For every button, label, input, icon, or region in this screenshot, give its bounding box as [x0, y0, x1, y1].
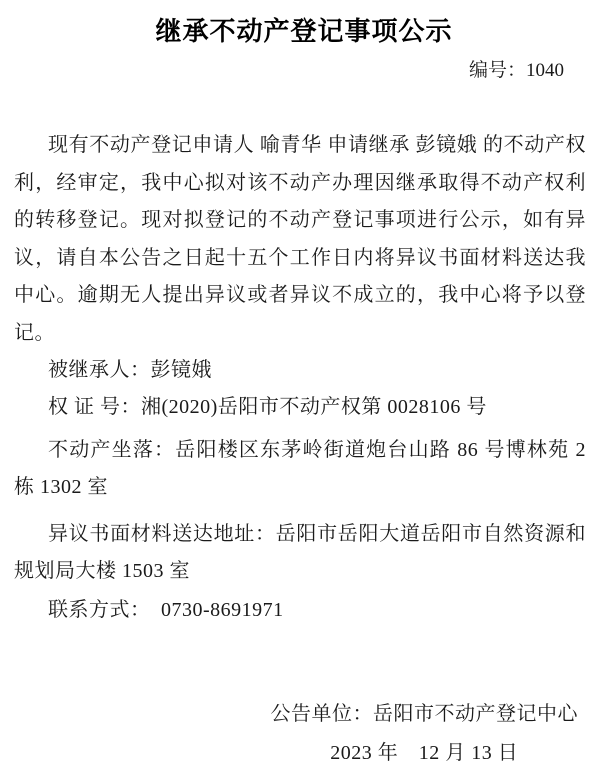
issue-date: 2023 年 12 月 13 日 [330, 742, 519, 764]
field-contact-phone: 联系方式： 0730-8691971 [48, 599, 284, 621]
doc-number: 编号：1040 [468, 60, 564, 81]
field-property-location: 不动产坐落：岳阳楼区东茅岭街道炮台山路 86 号博林苑 2 栋 1302 室 [14, 439, 586, 498]
field-objection-delivery-address: 异议书面材料送达地址：岳阳市岳阳大道岳阳市自然资源和规划局大楼 1503 室 [14, 523, 586, 582]
footer-signature-block [271, 700, 579, 767]
field-certificate-number: 权 证 号：湘(2020)岳阳市不动产权第 0028106 号 [48, 396, 487, 418]
notice-body-paragraph: 现有不动产登记申请人 喻青华 申请继承 彭镜娥 的不动产权利，经审定，我中心拟对该不动产办理因继承取得不动产权利的转移登记。现对拟登记的不动产登记事项进行公示，如有异议，请自本公告之日起十五个工作日内将异议书面材料送达我中心。逾期无人提出异议或者异议不成立的，我中心将予以登记。 [14, 134, 586, 344]
field-decedent: 被继承人：彭镜娥 [48, 359, 212, 381]
page-title: 继承不动产登记事项公示 [155, 16, 453, 46]
issuing-unit: 公告单位：岳阳市不动产登记中心 [270, 703, 578, 725]
